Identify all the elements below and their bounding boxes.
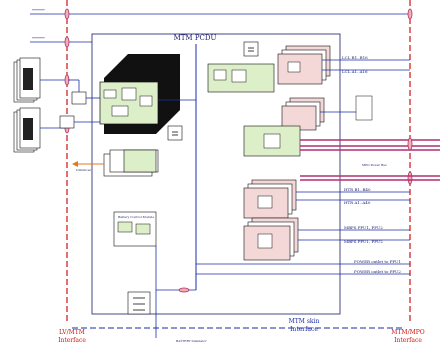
mbps-label-1: MBPS PPU1, PPU2 [344,225,383,230]
mtm-skin-label-2: Interface [290,326,318,333]
mbps-module [244,218,298,260]
lv-mtm-label-2: Interface [58,337,86,344]
pcdu-title: MTM PCDU [173,34,217,42]
heater-module [244,180,296,218]
mtm-mpo-label-2: Interface [394,337,422,344]
second-input-label-1: ━━━━━━━ [32,36,45,40]
lcl-converter [208,64,274,92]
connector-right-top [408,9,412,19]
power-label-2: POWER outlet to PPU2 [354,269,401,274]
mpo-bus-label: MPO Power Bus [362,163,387,167]
top-capacitor [244,42,258,56]
top-input-label-1: ━━━━━━━ [32,8,45,12]
umbilical-module [104,150,158,176]
connector-second [65,37,69,47]
battery-simulator [128,292,150,314]
battery-label: BATTERY Simulator [176,339,207,343]
battery-control-label: Battery Control Module [118,215,155,219]
htr-label-1: HTR B1..B40 [344,187,371,192]
connector-top [65,9,69,19]
filter-box-upper [72,92,86,104]
connector-battery [179,288,189,292]
connector-mpo-bus [408,138,412,150]
lcl-label-2: LCL A1..A16 [342,69,368,74]
filter-box-lower [60,116,74,128]
mtm-mpo-label-1: MTM/MPO [391,329,425,336]
mppt-module-stack [100,54,180,134]
solar-array-upper [14,58,40,102]
mpo-power-module [244,126,300,156]
htr-label-2: HTR A1..A40 [344,200,371,205]
bus-capacitor [168,126,182,140]
umbilical-label: Umbilical [76,168,91,172]
mtm-skin-label-1: MTM skin [288,318,320,325]
umbilical-arrow-head [72,161,78,167]
lcl-label-1: LCL B1..B16 [342,55,368,60]
solar-array-lower [14,108,40,152]
dist-output-box [356,96,372,120]
lv-mtm-label-1: LV/MTM [59,329,85,336]
distribution-module [282,98,324,130]
lcl-module [278,46,330,84]
mbps-label-2: MBPS PPU1, PPU2 [344,239,383,244]
power-label-1: POWER outlet to PPU1 [354,259,401,264]
connector-mpo-bus-2 [408,172,412,184]
